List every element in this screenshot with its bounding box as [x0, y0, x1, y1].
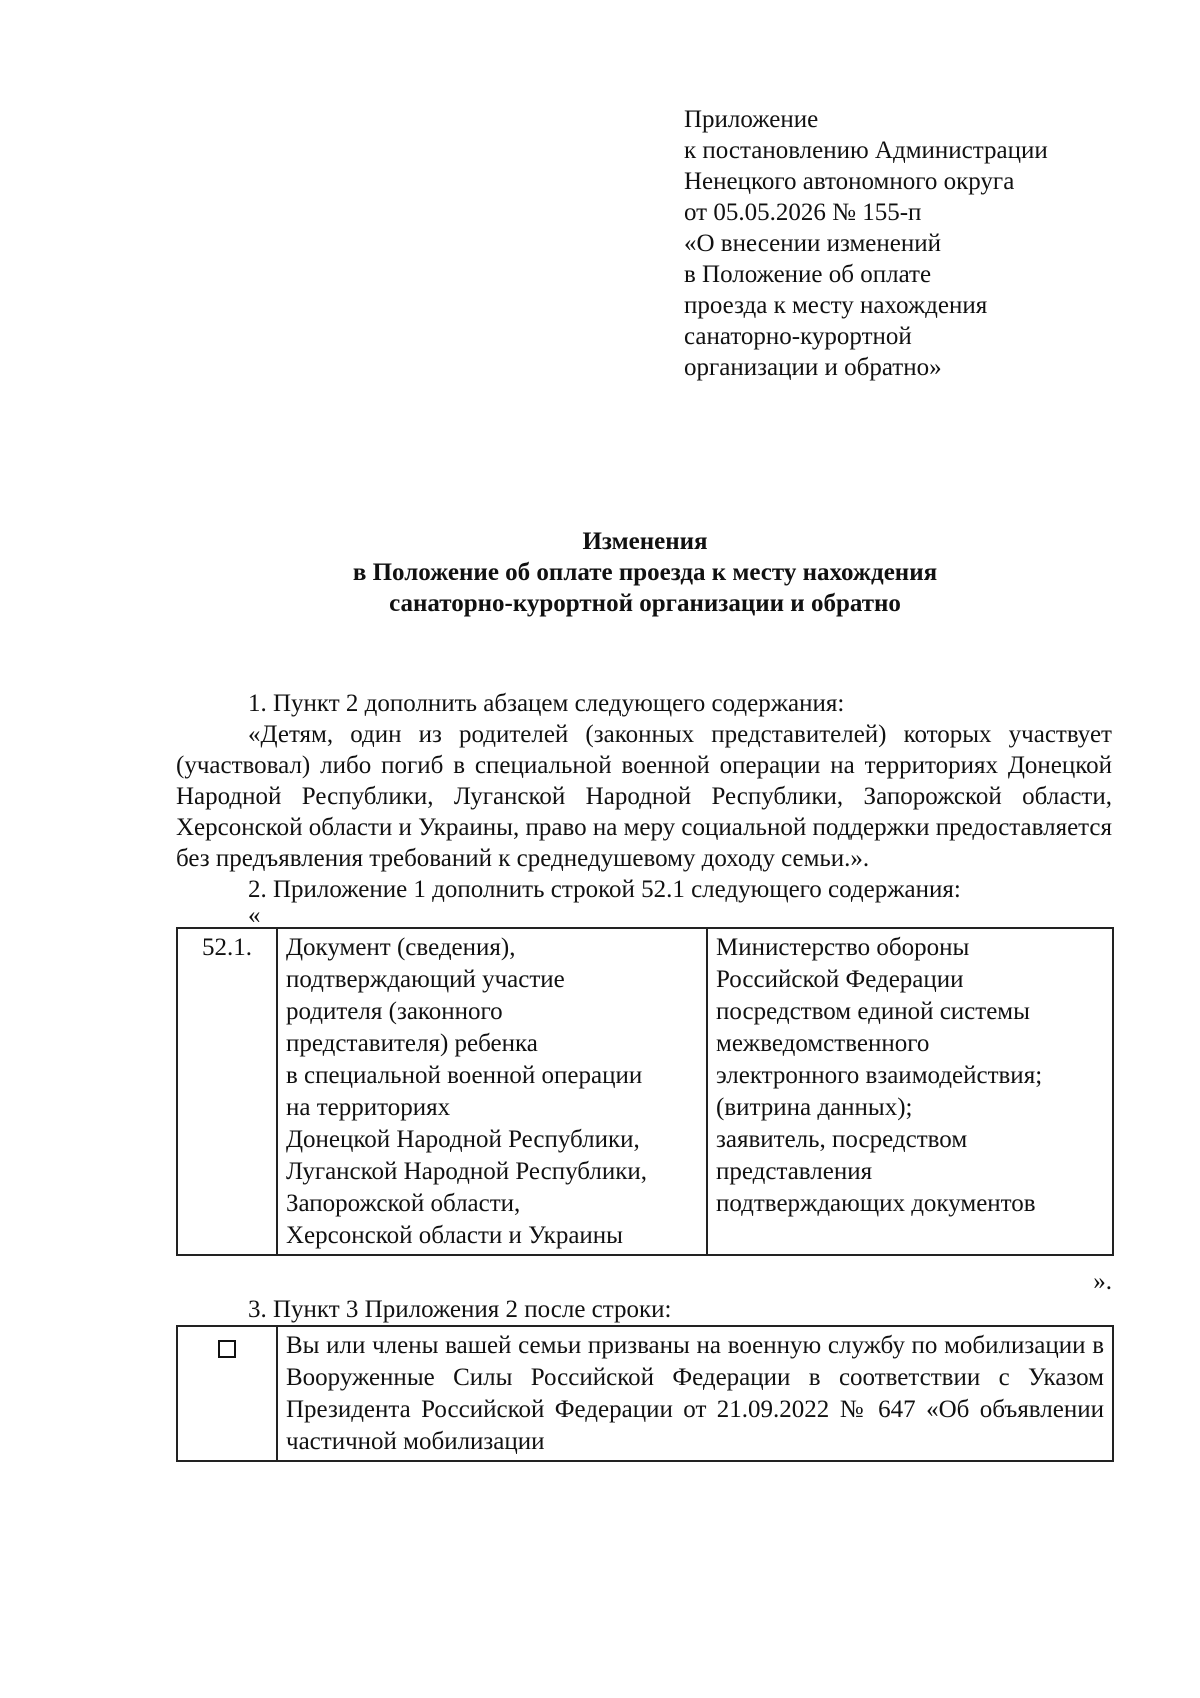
closing-quote: ». — [1093, 1268, 1112, 1295]
annex-header — [684, 104, 1048, 383]
opening-quote: « — [248, 902, 261, 929]
table-row — [177, 928, 1113, 1255]
source-line: посредством единой системы — [716, 998, 1030, 1025]
document-cell — [277, 928, 707, 1255]
annex-line: санаторно-курортной — [684, 323, 912, 350]
title-line-3: санаторно-курортной организации и обратно — [389, 590, 901, 617]
row-number: 52.1. — [177, 928, 277, 1255]
table-row — [177, 1326, 1113, 1461]
document-line: родителя (законного — [286, 998, 503, 1025]
document-line: подтверждающий участие — [286, 966, 565, 993]
source-line: подтверждающих документов — [716, 1190, 1036, 1217]
document-body — [176, 688, 1112, 1462]
source-line: электронного взаимодействия; — [716, 1062, 1043, 1089]
source-line: (витрина данных); — [716, 1094, 913, 1121]
item-1-heading: 1. Пункт 2 дополнить абзацем следующего содержания: — [248, 690, 845, 717]
checkbox-icon — [218, 1340, 236, 1358]
questionnaire-text: Вы или члены вашей семьи призваны на военную службу по мобилизации в Вооруженные Силы Российской Федерации в соответствии с Указом Президента Российской Федерации от 21.09.2022 № 647 «Об объявлении частичной мобилизации — [277, 1326, 1113, 1461]
checkbox-cell — [177, 1326, 277, 1461]
title-line-2: в Положение об оплате проезда к месту нахождения — [352, 559, 938, 586]
annex-line: от 05.05.2026 № 155-п — [684, 199, 922, 226]
annex-line: организации и обратно» — [684, 354, 942, 381]
annex-line: в Положение об оплате — [684, 261, 932, 288]
document-line: Донецкой Народной Республики, — [286, 1126, 640, 1153]
document-title — [0, 526, 1200, 619]
document-line: Запорожской области, — [286, 1190, 521, 1217]
questionnaire-row-table — [176, 1325, 1114, 1462]
document-line: Херсонской области и Украины — [286, 1222, 623, 1249]
document-line: Луганской Народной Республики, — [286, 1158, 647, 1185]
source-line: Министерство обороны — [716, 934, 970, 961]
document-line: в специальной военной операции — [286, 1062, 643, 1089]
annex-line: Ненецкого автономного округа — [684, 168, 1015, 195]
annex-line: к постановлению Администрации — [684, 137, 1048, 164]
source-line: представления — [716, 1158, 873, 1185]
title-line-1: Изменения — [582, 528, 708, 555]
item-3-heading: 3. Пункт 3 Приложения 2 после строки: — [248, 1296, 672, 1323]
source-line: Российской Федерации — [716, 966, 964, 993]
document-line: Документ (сведения), — [286, 934, 516, 961]
source-cell — [707, 928, 1113, 1255]
annex-line: Приложение — [684, 106, 819, 133]
document-line: на территориях — [286, 1094, 451, 1121]
item-2-heading: 2. Приложение 1 дополнить строкой 52.1 следующего содержания: — [248, 876, 961, 903]
annex-line: «О внесении изменений — [684, 230, 942, 257]
annex-line: проезда к месту нахождения — [684, 292, 988, 319]
document-line: представителя) ребенка — [286, 1030, 538, 1057]
source-line: межведомственного — [716, 1030, 930, 1057]
source-line: заявитель, посредством — [716, 1126, 968, 1153]
amendment-row-table — [176, 927, 1114, 1256]
item-1-text: «Детям, один из родителей (законных представителей) которых участвует (участвовал) либо погиб в специальной военной операции на территориях Донецкой Народной Республики, Луганской Народной Республики, Запорожской области, Херсонской области и Украины, право на меру социальной поддержки предоставляется без предъявления требований к среднедушевому доходу семьи.». — [176, 721, 1112, 872]
